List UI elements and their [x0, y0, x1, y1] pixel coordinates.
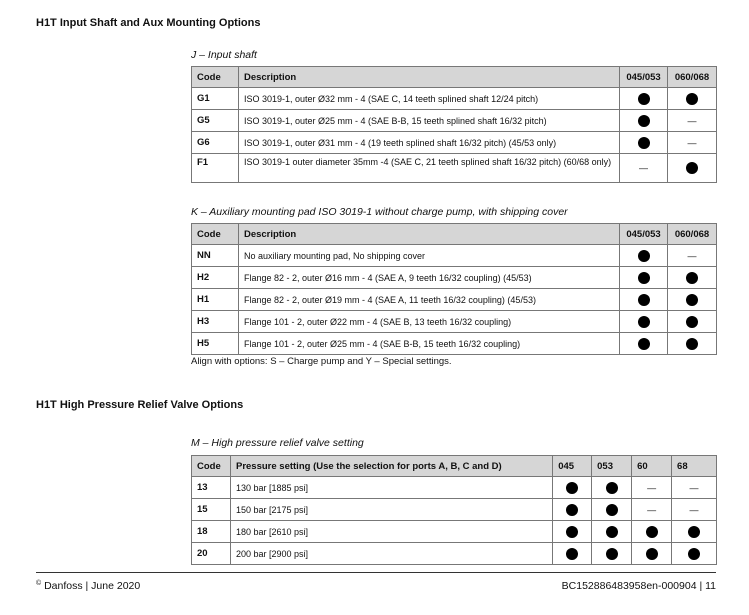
not-available-dash: —: [689, 482, 699, 493]
col-header-045-053: 045/053: [620, 67, 668, 88]
available-dot-icon: [686, 272, 698, 284]
table-row: [192, 154, 717, 183]
available-dot-icon: [566, 504, 578, 516]
availability-cell: [620, 245, 668, 267]
copyright-symbol: ©: [36, 580, 42, 587]
table-input-shaft: [191, 66, 717, 183]
footer-publisher-date: Danfoss | June 2020: [44, 580, 141, 592]
availability-cell: [668, 88, 717, 110]
col-header-description: Description: [238, 67, 619, 88]
available-dot-icon: [606, 504, 618, 516]
availability-cell: [672, 521, 717, 543]
footer-divider: [36, 572, 716, 573]
availability-cell: [553, 521, 592, 543]
description-cell: Flange 101 - 2, outer Ø22 mm - 4 (SAE B, 13 teeth 16/32 coupling): [238, 311, 619, 333]
col-header-68: 68: [672, 456, 717, 477]
description-cell: No auxiliary mounting pad, No shipping cover: [238, 245, 619, 267]
not-available-dash: —: [639, 163, 649, 173]
description-cell: Flange 82 - 2, outer Ø16 mm - 4 (SAE A, 9 teeth 16/32 coupling) (45/53): [238, 267, 619, 289]
description-cell: Flange 82 - 2, outer Ø19 mm - 4 (SAE A, 11 teeth 16/32 coupling) (45/53): [238, 289, 619, 311]
availability-cell: [668, 110, 717, 132]
col-header-description: Description: [238, 224, 619, 245]
code-cell: NN: [192, 245, 239, 267]
available-dot-icon: [686, 93, 698, 105]
col-header-060-068: 060/068: [668, 67, 717, 88]
description-cell: 180 bar [2610 psi]: [230, 521, 552, 543]
availability-cell: [620, 132, 668, 154]
availability-cell: [592, 499, 632, 521]
table-aux-mounting-pad: [191, 223, 717, 355]
availability-cell: [620, 88, 668, 110]
available-dot-icon: [606, 526, 618, 538]
code-cell: G6: [192, 132, 239, 154]
not-available-dash: —: [647, 482, 657, 493]
available-dot-icon: [638, 338, 650, 350]
availability-cell: [632, 477, 672, 499]
availability-cell: [592, 543, 632, 565]
table-row: [192, 311, 717, 333]
available-dot-icon: [606, 548, 618, 560]
table-relief-valve-setting: [191, 455, 717, 565]
footer-doc-number: BC152886483958en-000904 | 11: [561, 580, 716, 592]
code-cell: H3: [192, 311, 239, 333]
available-dot-icon: [686, 162, 698, 174]
code-cell: 13: [192, 477, 231, 499]
availability-cell: [668, 289, 717, 311]
code-cell: H1: [192, 289, 239, 311]
code-cell: H2: [192, 267, 239, 289]
description-cell: 130 bar [1885 psi]: [230, 477, 552, 499]
caption-table-k: K – Auxiliary mounting pad ISO 3019-1 without charge pump, with shipping cover: [191, 206, 568, 218]
availability-cell: [632, 543, 672, 565]
available-dot-icon: [638, 93, 650, 105]
col-header-pressure-setting: Pressure setting (Use the selection for ports A, B, C and D): [230, 456, 552, 477]
table-row: [192, 88, 717, 110]
available-dot-icon: [686, 294, 698, 306]
col-header-045: 045: [553, 456, 592, 477]
available-dot-icon: [646, 548, 658, 560]
available-dot-icon: [566, 548, 578, 560]
available-dot-icon: [606, 482, 618, 494]
col-header-code: Code: [192, 456, 231, 477]
availability-cell: [672, 543, 717, 565]
availability-cell: [620, 333, 668, 355]
description-cell: 150 bar [2175 psi]: [230, 499, 552, 521]
availability-cell: [553, 499, 592, 521]
description-cell: ISO 3019-1, outer Ø32 mm - 4 (SAE C, 14 teeth splined shaft 12/24 pitch): [238, 88, 619, 110]
availability-cell: [672, 477, 717, 499]
available-dot-icon: [638, 272, 650, 284]
footer-left: [36, 580, 140, 592]
col-header-code: Code: [192, 67, 239, 88]
table-row: [192, 477, 717, 499]
code-cell: 20: [192, 543, 231, 565]
availability-cell: [668, 333, 717, 355]
description-cell: ISO 3019-1, outer Ø25 mm - 4 (SAE B-B, 15 teeth splined shaft 16/32 pitch): [238, 110, 619, 132]
table-row: [192, 543, 717, 565]
description-cell: ISO 3019-1, outer Ø31 mm - 4 (19 teeth splined shaft 16/32 pitch) (45/53 only): [238, 132, 619, 154]
code-cell: 18: [192, 521, 231, 543]
availability-cell: [668, 154, 717, 183]
description-cell: Flange 101 - 2, outer Ø25 mm - 4 (SAE B-B, 15 teeth 16/32 coupling): [238, 333, 619, 355]
table-row: [192, 333, 717, 355]
available-dot-icon: [686, 338, 698, 350]
code-cell: F1: [192, 154, 239, 183]
section-title-relief-valve: H1T High Pressure Relief Valve Options: [36, 399, 244, 411]
col-header-060-068: 060/068: [668, 224, 717, 245]
caption-table-m: M – High pressure relief valve setting: [191, 437, 364, 449]
description-cell: ISO 3019-1 outer diameter 35mm -4 (SAE C, 21 teeth splined shaft 16/32 pitch) (60/68 only): [238, 154, 619, 183]
table-row: [192, 245, 717, 267]
not-available-dash: —: [687, 137, 697, 148]
availability-cell: [553, 477, 592, 499]
availability-cell: [632, 521, 672, 543]
availability-cell: [592, 521, 632, 543]
availability-cell: [668, 311, 717, 333]
available-dot-icon: [638, 250, 650, 262]
available-dot-icon: [638, 294, 650, 306]
code-cell: 15: [192, 499, 231, 521]
section-title-input-shaft: H1T Input Shaft and Aux Mounting Options: [36, 17, 261, 29]
available-dot-icon: [638, 316, 650, 328]
available-dot-icon: [566, 482, 578, 494]
table-row: [192, 110, 717, 132]
table-row: [192, 289, 717, 311]
availability-cell: [668, 245, 717, 267]
availability-cell: [620, 110, 668, 132]
availability-cell: [620, 154, 668, 183]
table-row: [192, 521, 717, 543]
availability-cell: [553, 543, 592, 565]
availability-cell: [620, 289, 668, 311]
availability-cell: [632, 499, 672, 521]
code-cell: G5: [192, 110, 239, 132]
availability-cell: [668, 132, 717, 154]
available-dot-icon: [638, 137, 650, 149]
availability-cell: [620, 311, 668, 333]
not-available-dash: —: [687, 115, 697, 126]
not-available-dash: —: [687, 250, 697, 261]
caption-table-j: J – Input shaft: [191, 49, 257, 61]
code-cell: G1: [192, 88, 239, 110]
table-row: [192, 132, 717, 154]
col-header-code: Code: [192, 224, 239, 245]
available-dot-icon: [688, 548, 700, 560]
not-available-dash: —: [689, 504, 699, 515]
not-available-dash: —: [647, 504, 657, 515]
available-dot-icon: [566, 526, 578, 538]
table-row: [192, 267, 717, 289]
available-dot-icon: [688, 526, 700, 538]
availability-cell: [668, 267, 717, 289]
col-header-045-053: 045/053: [620, 224, 668, 245]
availability-cell: [672, 499, 717, 521]
code-cell: H5: [192, 333, 239, 355]
table-row: [192, 499, 717, 521]
available-dot-icon: [638, 115, 650, 127]
col-header-053: 053: [592, 456, 632, 477]
col-header-60: 60: [632, 456, 672, 477]
description-cell: 200 bar [2900 psi]: [230, 543, 552, 565]
available-dot-icon: [646, 526, 658, 538]
table-k-note: Align with options: S – Charge pump and Y – Special settings.: [191, 356, 452, 367]
available-dot-icon: [686, 316, 698, 328]
availability-cell: [592, 477, 632, 499]
availability-cell: [620, 267, 668, 289]
